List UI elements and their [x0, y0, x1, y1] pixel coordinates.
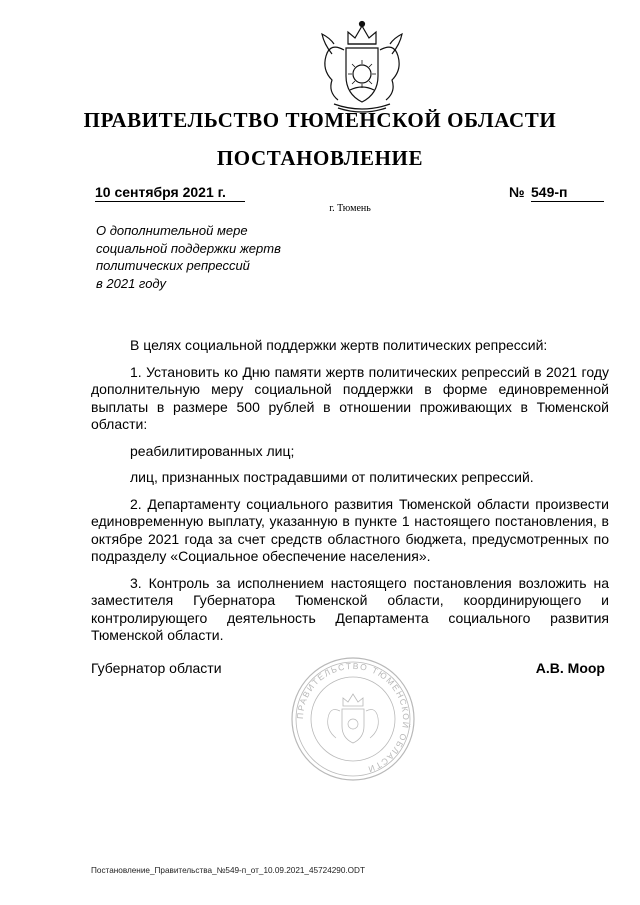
subject-line: социальной поддержки жертв	[96, 240, 281, 256]
subject-line: политических репрессий	[96, 258, 250, 273]
document-body	[91, 337, 609, 654]
coat-of-arms-icon	[318, 14, 406, 116]
seal-text: ПРАВИТЕЛЬСТВО ТЮМЕНСКОЙ ОБЛАСТИ	[294, 660, 412, 775]
subject-line: О дополнительной мере	[96, 223, 248, 238]
document-date: 10 сентября 2021 г.	[95, 184, 245, 202]
document-city: г. Тюмень	[329, 203, 371, 214]
signatory-title: Губернатор области	[91, 660, 222, 676]
item-1b-paragraph: лиц, признанных пострадавшими от политических репрессий.	[130, 469, 534, 485]
footer-filename: Постановление_Правительства_№549-п_от_10.09.2021_45724290.ODT	[91, 866, 365, 875]
item-1a-paragraph: реабилитированных лиц;	[130, 442, 295, 459]
item-1-paragraph: 1. Установить ко Дню памяти жертв политических репрессий в 2021 году дополнительную меру социальной поддержки в форме единовременной выплаты в размере 500 рублей в отношении проживающих в Тюменской области:	[91, 363, 609, 432]
government-title: ПРАВИТЕЛЬСТВО ТЮМЕНСКОЙ ОБЛАСТИ	[83, 108, 557, 132]
subject-line: в 2021 году	[96, 275, 166, 291]
item-3-paragraph: 3. Контроль за исполнением настоящего постановления возложить на заместителя Губернатора Тюменской области, координирующего и контролирующего деятельность Департамента социального развития Тюменской области.	[91, 574, 609, 643]
signatory-name: А.В. Моор	[535, 660, 605, 676]
item-2-paragraph: 2. Департаменту социального развития Тюменской области произвести единовременную выплату, указанную в пункте 1 настоящего постановления, в октябре 2021 года за счет средств областного бюджета, предусмотренных по подразделу «Социальное обеспечение населения».	[91, 495, 609, 564]
document-number-block	[509, 184, 605, 202]
document-number: 549-п	[531, 184, 604, 202]
document-subject	[96, 222, 336, 292]
svg-text:ПРАВИТЕЛЬСТВО ТЮМЕНСКОЙ ОБЛАСТ	[295, 661, 412, 775]
document-type: ПОСТАНОВЛЕНИЕ	[216, 146, 424, 170]
number-sign: №	[509, 184, 525, 200]
official-seal-icon	[290, 656, 416, 782]
intro-paragraph: В целях социальной поддержки жертв политических репрессий:	[130, 337, 548, 353]
